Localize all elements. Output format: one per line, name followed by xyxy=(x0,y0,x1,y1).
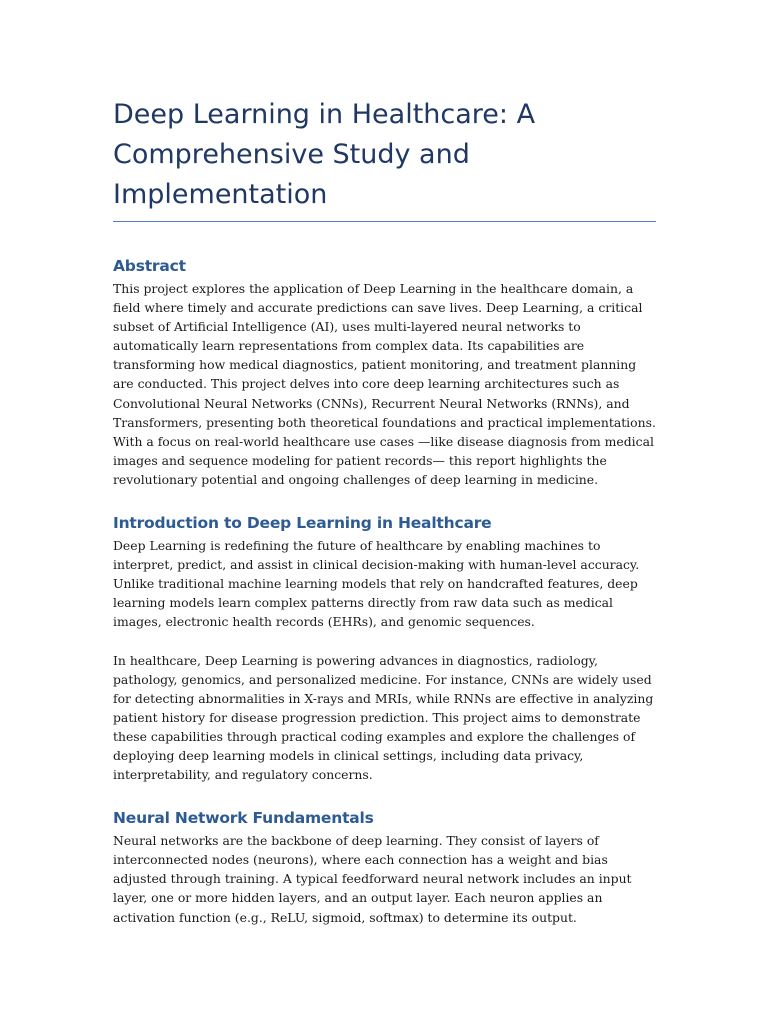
introduction-paragraph-1: Deep Learning is redefining the future of healthcare by enabling machines to interpret, predict, and assist in clinical decision-making with human-level accuracy. Unlike traditional machine learning models that rely on handcrafted features, deep learning models learn complex patterns directly from raw data such as medical images, electronic health records (EHRs), and genomic sequences. xyxy=(113,538,640,630)
fundamentals-paragraph: Neural networks are the backbone of deep learning. They consist of layers of interconnected nodes (neurons), where each connection has a weight and bias adjusted through training. A typical feedforward neural network includes an input layer, one or more hidden layers, and an output layer. Each neuron applies an activation function (e.g., ReLU, sigmoid, softmax) to determine its output. xyxy=(113,833,632,925)
introduction-paragraph-2: In healthcare, Deep Learning is powering advances in diagnostics, radiology, pathology, genomics, and personalized medicine. For instance, CNNs are widely used for detecting abnormalities in X-rays and MRIs, while RNNs are effective in analyzing patient history for disease progression prediction. This project aims to demonstrate these capabilities through practical coding examples and explore the challenges of deploying deep learning models in clinical settings, including data privacy, interpretability, and regulatory concerns. xyxy=(113,652,654,783)
section-heading-neural-network-fundamentals: Neural Network Fundamentals xyxy=(113,809,374,828)
document-title: Deep Learning in Healthcare: A Comprehensive Study and Implementation xyxy=(113,95,656,222)
document-page xyxy=(113,95,656,927)
section-abstract xyxy=(113,256,656,489)
section-neural-network-fundamentals xyxy=(113,808,656,926)
section-introduction xyxy=(113,513,656,784)
section-heading-abstract: Abstract xyxy=(113,257,186,275)
spacer xyxy=(113,222,656,256)
section-heading-introduction: Introduction to Deep Learning in Healthcare xyxy=(113,514,492,533)
abstract-paragraph: This project explores the application of Deep Learning in the healthcare domain, a field where timely and accurate predictions can save lives. Deep Learning, a critical subset of Artificial Intelligence (AI), uses multi-layered neural networks to automatically learn representations from complex data. Its capabilities are transforming how medical diagnostics, patient monitoring, and treatment planning are conducted. This project delves into core deep learning architectures such as Convolutional Neural Networks (CNNs), Recurrent Neural Networks (RNNs), and Transformers, presenting both theoretical foundations and practical implementations. With a focus on real-world healthcare use cases —like disease diagnosis from medical images and sequence modeling for patient records— this report highlights the revolutionary potential and ongoing challenges of deep learning in medicine. xyxy=(113,281,656,487)
